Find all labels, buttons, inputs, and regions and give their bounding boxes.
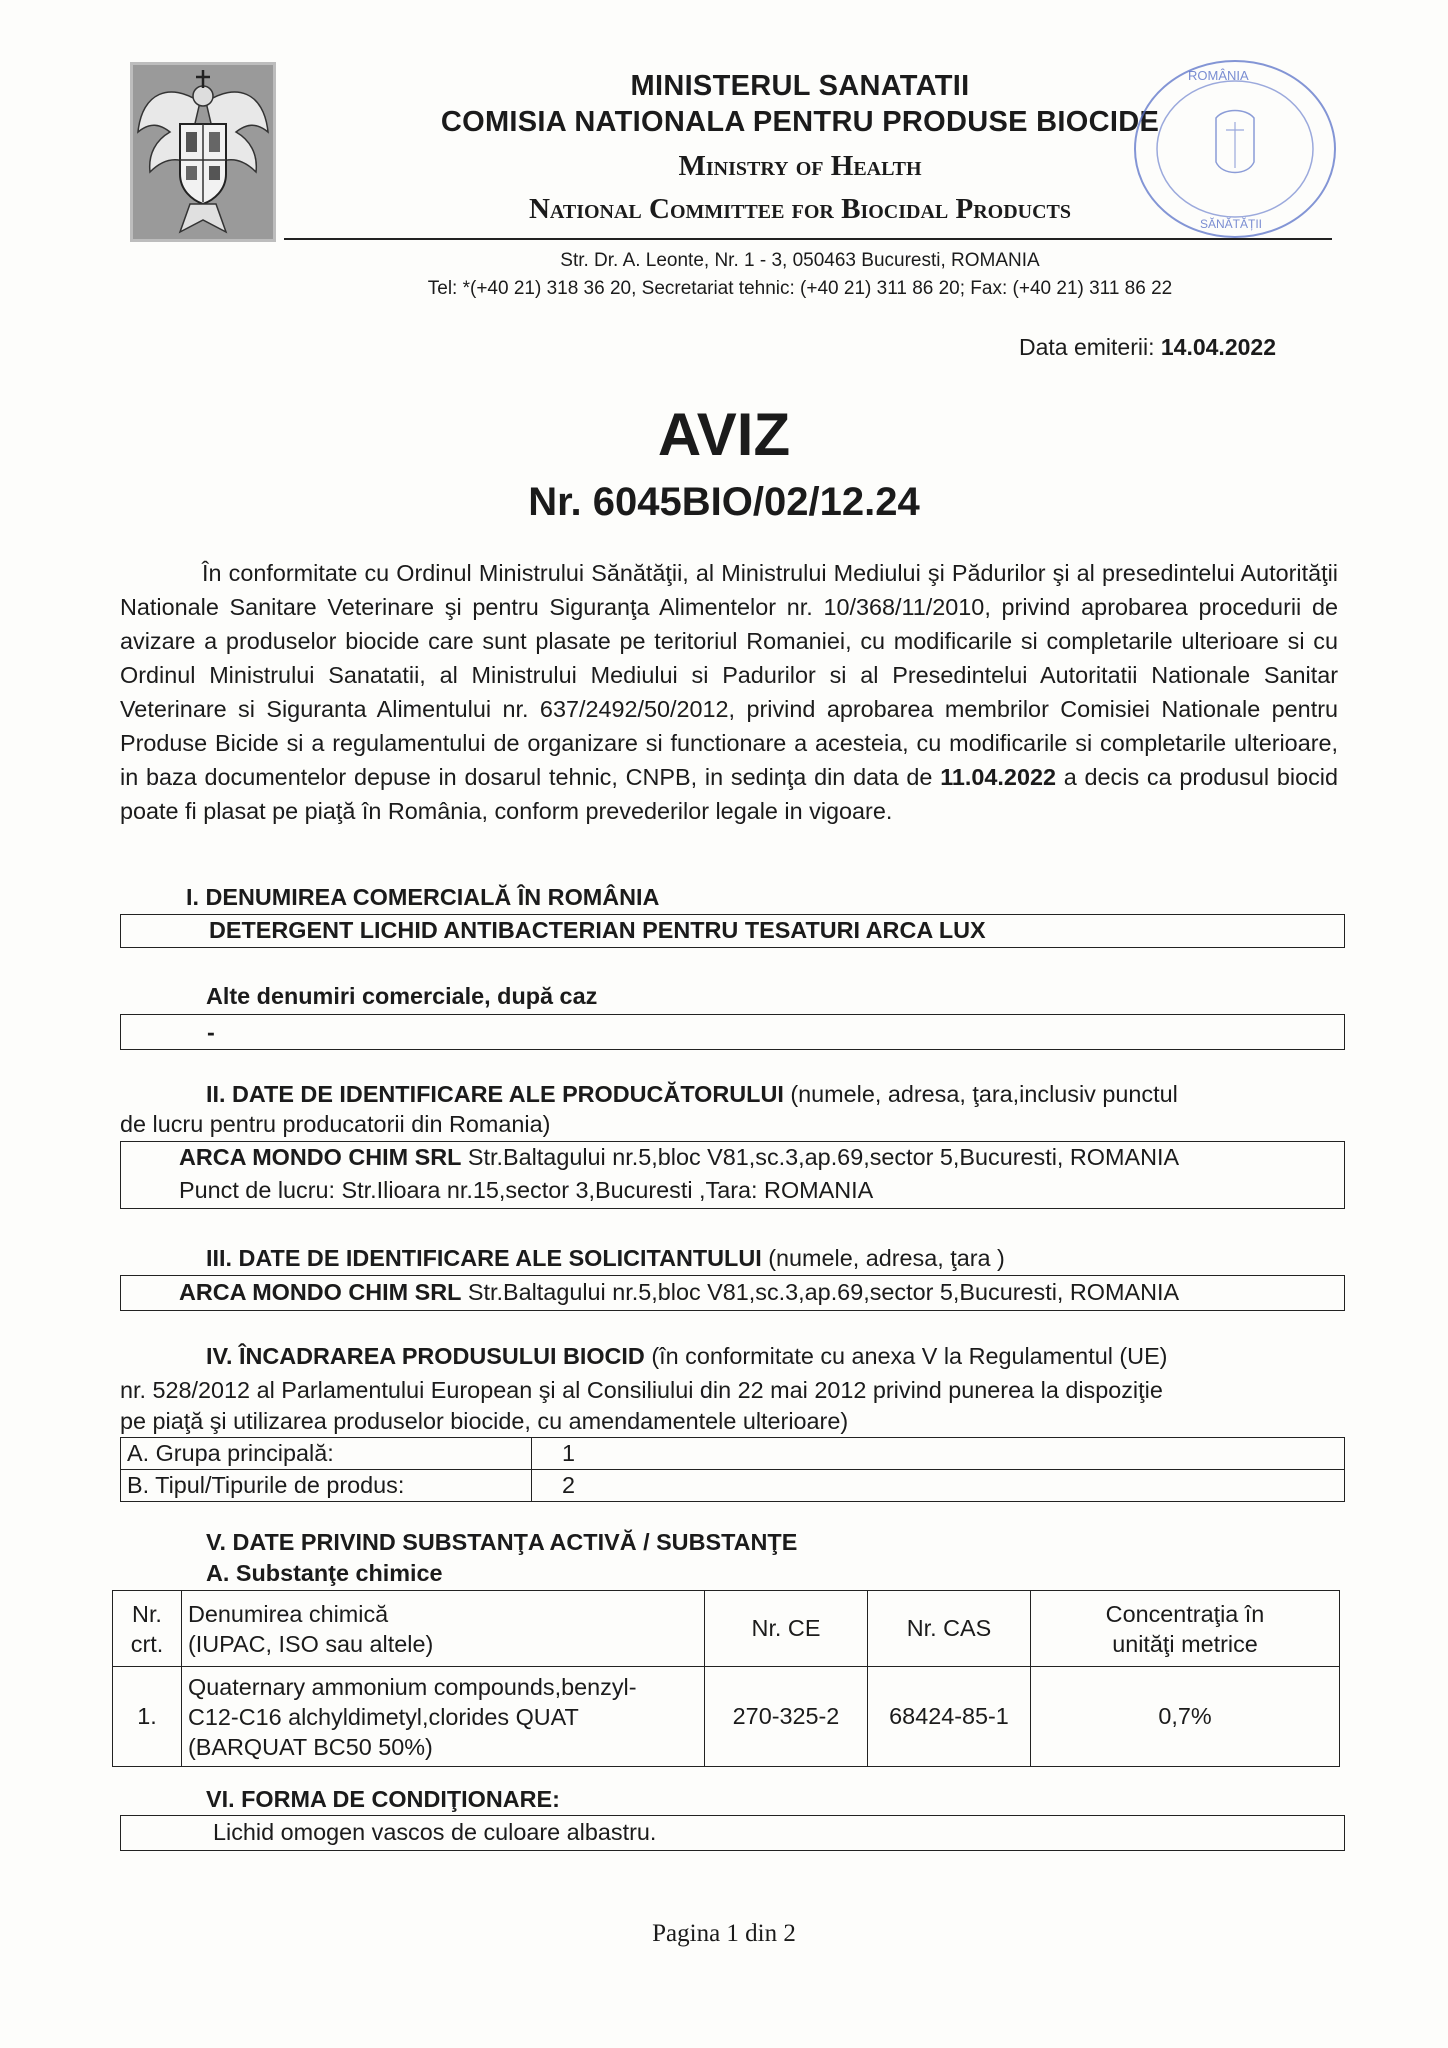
intro-text-after: a decis ca produsul biocid poate fi plasat pe piaţă în România, conform prevederilor legale in vigoare. <box>120 764 1339 824</box>
product-name: DETERGENT LICHID ANTIBACTERIAN PENTRU TESATURI ARCA LUX <box>209 917 986 943</box>
classification-label: A. Grupa principală: <box>121 1438 532 1470</box>
official-stamp-icon <box>1128 52 1342 246</box>
applicant-company: ARCA MONDO CHIM SRL <box>179 1279 462 1305</box>
packaging-form-box <box>120 1815 1345 1851</box>
producer-box <box>120 1141 1345 1209</box>
section-5-subheading: A. Substanţe chimice <box>206 1560 443 1586</box>
section-2-note: (numele, adresa, ţara,inclusiv punctul <box>790 1081 1178 1107</box>
ministry-name-ro: MINISTERUL SANATATII <box>630 70 970 102</box>
section-5-heading: V. DATE PRIVIND SUBSTANŢA ACTIVĂ / SUBSTANŢE <box>206 1529 798 1555</box>
section-4-note-line2: nr. 528/2012 al Parlamentului European şi al Consiliului din 22 mai 2012 privind punerea la dispoziţie <box>120 1377 1163 1403</box>
page-number: Pagina 1 din 2 <box>652 1920 796 1947</box>
section-3-heading: III. DATE DE IDENTIFICARE ALE SOLICITANTULUI (numele, adresa, ţara ) <box>206 1245 1005 1271</box>
section-2-note-continued: de lucru pentru producatorii din Romania) <box>120 1111 551 1137</box>
document-number: Nr. 6045BIO/02/12.24 <box>528 480 920 524</box>
classification-value: 2 <box>532 1470 1345 1502</box>
section-2-heading: II. DATE DE IDENTIFICARE ALE PRODUCĂTORULUI (numele, adresa, ţara,inclusiv punctul <box>206 1081 1178 1107</box>
committee-address: Str. Dr. A. Leonte, Nr. 1 - 3, 050463 Bucuresti, ROMANIA <box>560 250 1040 271</box>
section-4-note: (în conformitate cu anexa V la Regulamentul (UE) <box>651 1343 1168 1369</box>
section-6-heading: VI. FORMA DE CONDIŢIONARE: <box>206 1786 560 1812</box>
col-ce: Nr. CE <box>705 1591 868 1667</box>
applicant-line <box>179 1279 1179 1306</box>
producer-address: Str.Baltagului nr.5,bloc V81,sc.3,ap.69,sector 5,Bucuresti, ROMANIA <box>467 1144 1180 1170</box>
issue-date-label: Data emiterii: <box>1019 334 1155 360</box>
col-concentration: Concentraţia în unităţi metrice <box>1031 1591 1340 1667</box>
committee-phones: Tel: *(+40 21) 318 36 20, Secretariat tehnic: (+40 21) 311 86 20; Fax: (+40 21) 311 86 22 <box>427 278 1173 299</box>
product-name-box <box>120 914 1345 948</box>
substance-name: Quaternary ammonium compounds,benzyl- C12-C16 alchyldimetyl,clorides QUAT (BARQUAT BC50 50%) <box>182 1667 705 1767</box>
substance-concentration: 0,7% <box>1031 1667 1340 1767</box>
applicant-box <box>120 1275 1345 1311</box>
ministry-name-en: Ministry of Health <box>678 150 922 182</box>
issue-date-value: 14.04.2022 <box>1160 334 1276 360</box>
svg-text:ROMÂNIA: ROMÂNIA <box>1188 68 1249 83</box>
section-1-heading: I. DENUMIREA COMERCIALĂ ÎN ROMÂNIA <box>186 884 660 910</box>
producer-line <box>179 1144 1179 1171</box>
classification-row <box>121 1438 1345 1470</box>
classification-row <box>121 1470 1345 1502</box>
applicant-address: Str.Baltagului nr.5,bloc V81,sc.3,ap.69,sector 5,Bucuresti, ROMANIA <box>467 1279 1180 1305</box>
section-3-note: (numele, adresa, ţara ) <box>768 1245 1005 1271</box>
romania-coat-of-arms-icon <box>130 62 276 242</box>
committee-name-en: National Committee for Biocidal Products <box>528 193 1072 225</box>
intro-meeting-date: 11.04.2022 <box>940 764 1056 790</box>
col-cas: Nr. CAS <box>868 1591 1031 1667</box>
svg-text:SĂNĂTĂȚII: SĂNĂTĂȚII <box>1200 217 1263 231</box>
section-4-heading: IV. ÎNCADRAREA PRODUSULUI BIOCID (în conformitate cu anexa V la Regulamentul (UE) <box>206 1343 1168 1369</box>
substance-cas: 68424-85-1 <box>868 1667 1031 1767</box>
packaging-form-value: Lichid omogen vascos de culoare albastru. <box>213 1819 657 1845</box>
other-names-heading: Alte denumiri comerciale, după caz <box>206 983 598 1009</box>
intro-text-before: În conformitate cu Ordinul Ministrului Sănătăţii, al Ministrului Mediului şi Pădurilor şi al presedintelui Autorităţii Nationale Sanitare Veterinare şi pentru Siguranţa Alimentelor nr. 10/368/11/2010, privind aprobarea procedurii de avizare a produselor biocide care sunt plasate pe teritoriul Romaniei, cu modificarile si completarile ulterioare si cu Ordinul Ministrului Sanatatii, al Ministrului Mediului si Padurilor si al Presedintelui Autoritatii Nationale Sanitar Veterinare si Siguranta Alimentului nr. 637/2492/50/2012, privind aprobarea membrilor Comisiei Nationale pentru Produse Bicide si a regulamentului de organizare si functionare a acesteia, cu modificarile si completarile ulterioare, in baza documentelor depuse in dosarul tehnic, CNPB, in sedinţa din data de <box>120 560 1338 790</box>
other-names-box <box>120 1014 1345 1050</box>
section-4-note-line3: pe piaţă şi utilizarea produselor biocide, cu amendamentele ulterioare) <box>120 1408 849 1434</box>
col-nr: Nr. crt. <box>113 1591 182 1667</box>
producer-company: ARCA MONDO CHIM SRL <box>179 1144 462 1170</box>
substance-ce: 270-325-2 <box>705 1667 868 1767</box>
col-chemical-name: Denumirea chimică (IUPAC, ISO sau altele) <box>182 1591 705 1667</box>
classification-label: B. Tipul/Tipurile de produs: <box>121 1470 532 1502</box>
classification-table <box>120 1437 1345 1502</box>
committee-name-ro: COMISIA NATIONALA PENTRU PRODUSE BIOCIDE <box>440 106 1160 138</box>
intro-paragraph <box>120 556 1338 828</box>
substance-nr: 1. <box>113 1667 182 1767</box>
active-substance-table <box>112 1590 1340 1767</box>
issue-date <box>1019 334 1276 361</box>
document-title: AVIZ <box>657 401 791 468</box>
other-names-value: - <box>207 1019 215 1045</box>
substance-table-header <box>113 1591 1340 1667</box>
table-row <box>113 1667 1340 1767</box>
producer-workpoint: Punct de lucru: Str.Ilioara nr.15,sector 3,Bucuresti ,Tara: ROMANIA <box>179 1177 874 1203</box>
classification-value: 1 <box>532 1438 1345 1470</box>
